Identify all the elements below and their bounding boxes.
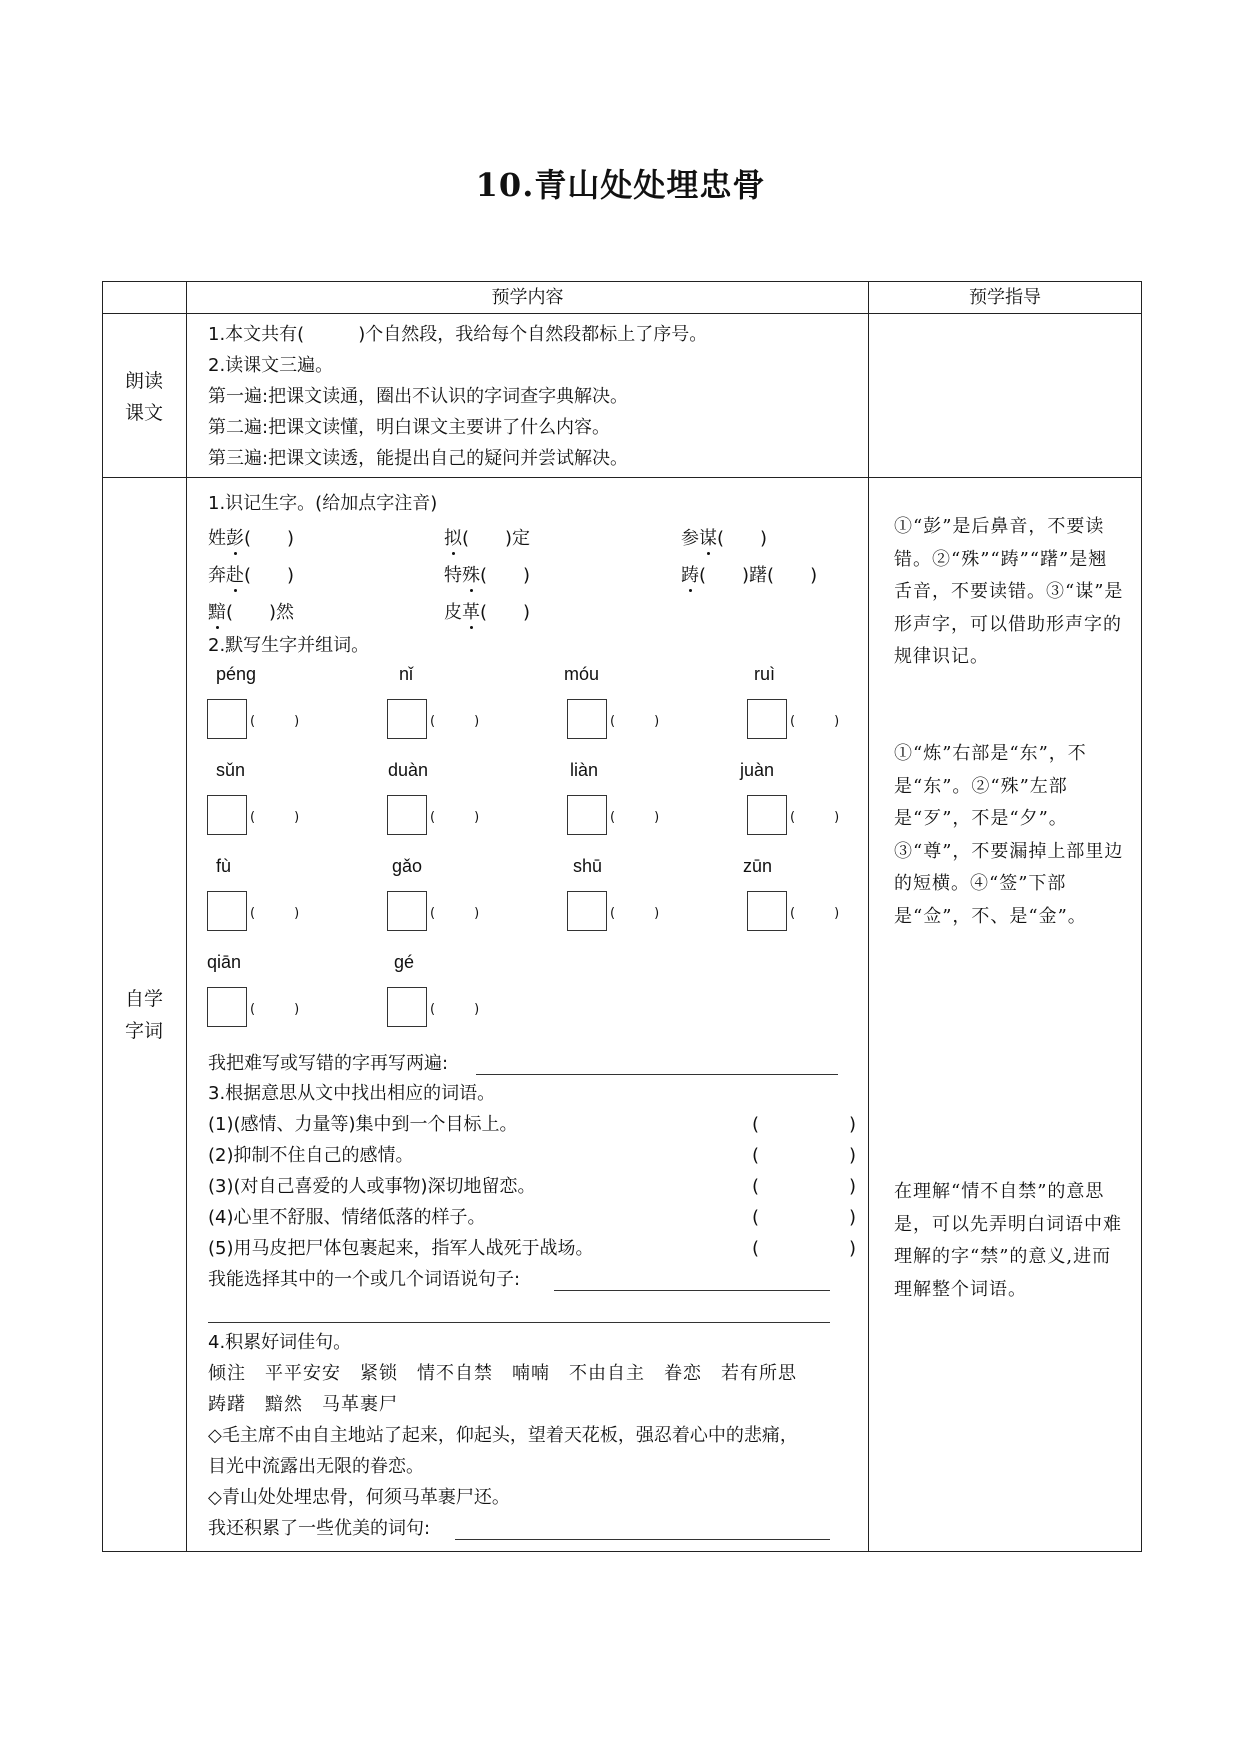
page-title: 10.青山处处埋忠骨 [475,166,766,204]
q3-item: (4)心里不舒服、情绪低落的样子。 [208,1207,486,1228]
q4-words-2: 踌躇 黯然 马革裹尸 [208,1394,398,1415]
word-blank[interactable]: ( ) [610,906,660,921]
word-blank[interactable]: ( ) [250,906,300,921]
col-divider-1 [186,281,187,1552]
rewrite-prompt: 我把难写或写错的字再写两遍: [208,1053,449,1074]
q1-item: 皮革( ) [444,602,531,623]
q1-item: 奔赴( ) [208,565,295,586]
q1-item: 黯( )然 [208,602,295,623]
word-blank[interactable]: ( ) [250,714,300,729]
read-line-3: 第一遍:把课文读通，圈出不认识的字词查字典解决。 [208,386,629,407]
header-guide: 预学指导 [969,287,1041,308]
writing-box[interactable] [387,987,427,1027]
more-line[interactable] [455,1539,830,1540]
q1-item: 特殊( ) [444,565,531,586]
word-blank[interactable]: ( ) [250,1002,300,1017]
word-blank[interactable]: ( ) [790,714,840,729]
pinyin-label: gǎo [392,856,423,876]
word-blank[interactable]: ( ) [610,810,660,825]
word-blank[interactable]: ( ) [430,810,480,825]
q1-item: 参谋( ) [681,528,768,549]
q3-title: 3.根据意思从文中找出相应的词语。 [208,1083,496,1104]
q3-answer[interactable]: ( ) [752,1145,857,1166]
word-blank[interactable]: ( ) [790,810,840,825]
writing-box[interactable] [387,795,427,835]
pinyin-label: qiān [207,952,242,972]
more-prompt: 我还积累了一些优美的词句: [208,1518,431,1539]
pinyin-label: gé [394,952,415,972]
guide-pronunciation: ①“彭”是后鼻音，不要读错。②“殊”“踌”“躇”是翘舌音，不要读错。③“谋”是形声字，可以借助形声字的规律识记。 [894,516,1124,667]
writing-box[interactable] [387,891,427,931]
rewrite-line[interactable] [476,1074,838,1075]
table-border-top [102,281,1142,282]
preview-table [102,281,1142,1552]
writing-box[interactable] [747,891,787,931]
pinyin-label: zūn [743,856,773,876]
writing-box[interactable] [747,795,787,835]
q3-item: (1)(感情、力量等)集中到一个目标上。 [208,1114,518,1135]
writing-box[interactable] [207,891,247,931]
q4-words-1: 倾注 平平安安 紧锁 情不自禁 喃喃 不由自主 眷恋 若有所思 [208,1363,797,1384]
q3-answer[interactable]: ( ) [752,1176,857,1197]
header-divider [102,313,1142,314]
header-content: 预学内容 [491,287,564,308]
writing-box[interactable] [567,891,607,931]
sentence-prompt: 我能选择其中的一个或几个词语说句子: [208,1269,521,1290]
word-blank[interactable]: ( ) [430,906,480,921]
q4-sentence-2: ◇青山处处埋忠骨，何须马革裹尸还。 [208,1487,510,1508]
read-line-2: 2.读课文三遍。 [208,355,334,376]
q1-item: 踌( )躇( ) [681,565,818,586]
read-line-4: 第二遍:把课文读懂，明白课文主要讲了什么内容。 [208,417,611,438]
pinyin-label: nǐ [399,664,414,684]
word-blank[interactable]: ( ) [790,906,840,921]
table-border-left [102,281,103,1552]
q3-answer[interactable]: ( ) [752,1114,857,1135]
writing-box[interactable] [207,699,247,739]
pinyin-label: móu [564,664,600,684]
writing-box[interactable] [747,699,787,739]
read-line-5: 第三遍:把课文读透，能提出自己的疑问并尝试解决。 [208,448,629,469]
read-line-1: 1.本文共有( )个自然段，我给每个自然段都标上了序号。 [208,324,708,345]
section-study: 自学 字词 [124,988,163,1042]
q3-answer[interactable]: ( ) [752,1207,857,1228]
word-blank[interactable]: ( ) [430,714,480,729]
word-blank[interactable]: ( ) [610,714,660,729]
pinyin-label: shū [573,856,603,876]
pinyin-label: sǔn [216,760,246,780]
table-border-bottom [102,1551,1142,1552]
q4-title: 4.积累好词佳句。 [208,1332,352,1353]
row-divider [102,477,1142,478]
q4-sentence-1a: ◇毛主席不由自主地站了起来，仰起头，望着天花板，强忍着心中的悲痛， [208,1425,798,1446]
writing-box[interactable] [387,699,427,739]
q2-title: 2.默写生字并组词。 [208,635,370,656]
pinyin-label: ruì [754,664,776,684]
writing-box[interactable] [207,795,247,835]
q4-sentence-1b: 目光中流露出无限的眷恋。 [208,1456,424,1477]
pinyin-label: duàn [388,760,429,780]
q3-answer[interactable]: ( ) [752,1238,857,1259]
section-read: 朗读 课文 [124,370,163,424]
word-blank[interactable]: ( ) [250,810,300,825]
table-border-right [1141,281,1142,1552]
writing-box[interactable] [207,987,247,1027]
guide-writing: ①“炼”右部是“东”，不是“东”。②“殊”左部是“歹”，不是“夕”。③“尊”，不要漏掉上部里边的短横。④“签”下部是“佥”，不、是“金”。 [894,743,1124,927]
q3-item: (5)用马皮把尸体包裹起来，指军人战死于战场。 [208,1238,594,1259]
q3-item: (2)抑制不住自己的感情。 [208,1145,414,1166]
pinyin-label: juàn [740,760,775,780]
guide-meaning: 在理解“情不自禁”的意思是，可以先弄明白词语中难理解的字“禁”的意义,进而理解整个词语。 [894,1181,1122,1300]
q3-item: (3)(对自己喜爱的人或事物)深切地留恋。 [208,1176,536,1197]
q1-item: 拟( )定 [444,528,531,549]
pinyin-label: liàn [570,760,599,780]
sentence-line-2[interactable] [208,1322,830,1323]
q1-title: 1.识记生字。(给加点字注音) [208,493,438,514]
pinyin-label: péng [216,664,257,684]
writing-box[interactable] [567,699,607,739]
word-blank[interactable]: ( ) [430,1002,480,1017]
sentence-line[interactable] [554,1290,830,1291]
col-divider-2 [868,281,869,1552]
q1-item: 姓彭( ) [208,528,295,549]
writing-box[interactable] [567,795,607,835]
pinyin-label: fù [216,856,232,876]
